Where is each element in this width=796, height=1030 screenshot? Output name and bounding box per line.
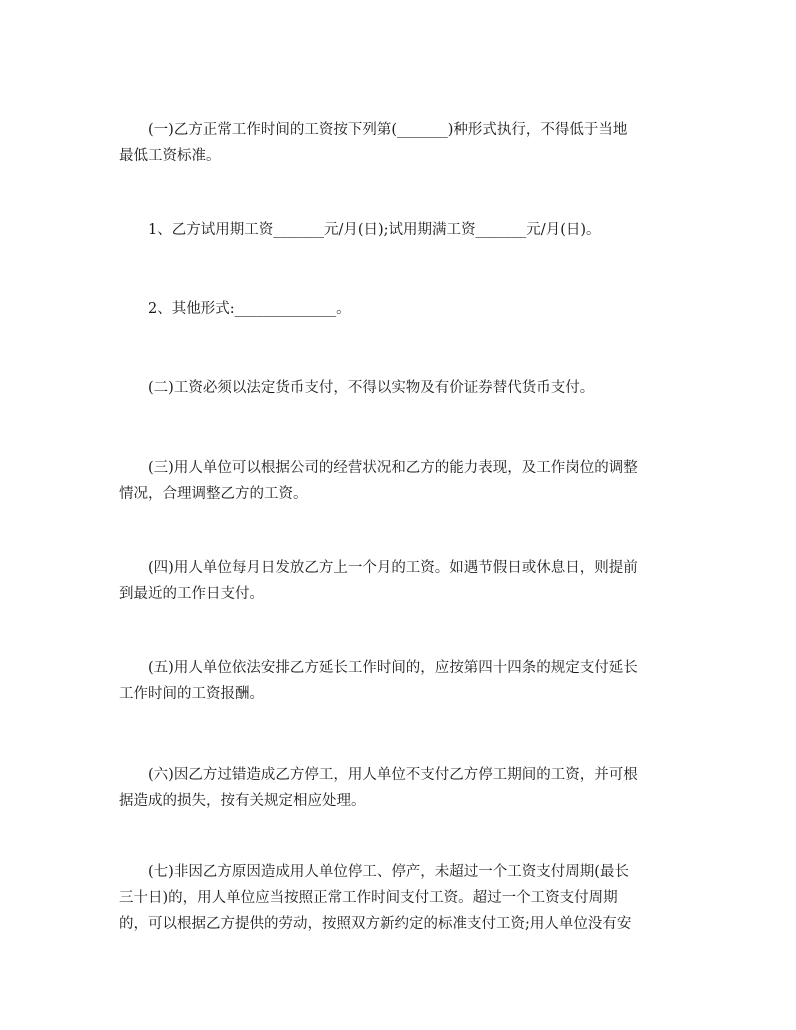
text-line: (二)工资必须以法定货币支付，不得以实物及有价证券替代货币支付。 — [148, 380, 595, 396]
paragraph-pay-date — [119, 555, 664, 607]
text-line: 据造成的损失，按有关规定相应处理。 — [119, 793, 366, 809]
text-line: (七)非因乙方原因造成用人单位停工、停产，未超过一个工资支付周期(最长 — [148, 864, 629, 880]
text-line: (五)用人单位依法安排乙方延长工作时间的，应按第四十四条的规定支付延长 — [148, 660, 638, 676]
text-line: (三)用人单位可以根据公司的经营状况和乙方的能力表现，及工作岗位的调整 — [148, 460, 638, 476]
paragraph-overtime-pay — [119, 655, 664, 707]
paragraph-probation-wage — [119, 217, 664, 243]
text-line: (六)因乙方过错造成乙方停工，用人单位不支付乙方停工期间的工资，并可根 — [148, 767, 638, 783]
text-line: 三十日)的，用人单位应当按照正常工作时间支付工资。超过一个工资支付周期 — [119, 890, 618, 906]
text-line: 2、其他形式:______________。 — [148, 301, 351, 317]
text-line: 工作时间的工资报酬。 — [119, 686, 264, 702]
text-line: (一)乙方正常工作时间的工资按下列第(_______)种形式执行，不得低于当地 — [148, 122, 628, 138]
paragraph-fault-stoppage — [119, 762, 664, 814]
text-line: (四)用人单位每月日发放乙方上一个月的工资。如遇节假日或休息日，则提前 — [148, 560, 638, 576]
paragraph-employer-stoppage — [119, 859, 664, 937]
text-line: 到最近的工作日支付。 — [119, 586, 264, 602]
text-line: 情况，合理调整乙方的工资。 — [119, 486, 308, 502]
paragraph-currency-payment — [119, 375, 664, 401]
text-line: 1、乙方试用期工资_______元/月(日);试用期满工资_______元/月(日)。 — [148, 222, 601, 238]
paragraph-wage-form — [119, 117, 664, 169]
paragraph-other-form — [119, 296, 664, 322]
text-line: 最低工资标准。 — [119, 148, 221, 164]
paragraph-wage-adjustment — [119, 455, 664, 507]
text-line: 的，可以根据乙方提供的劳动，按照双方新约定的标准支付工资;用人单位没有安 — [119, 916, 632, 932]
